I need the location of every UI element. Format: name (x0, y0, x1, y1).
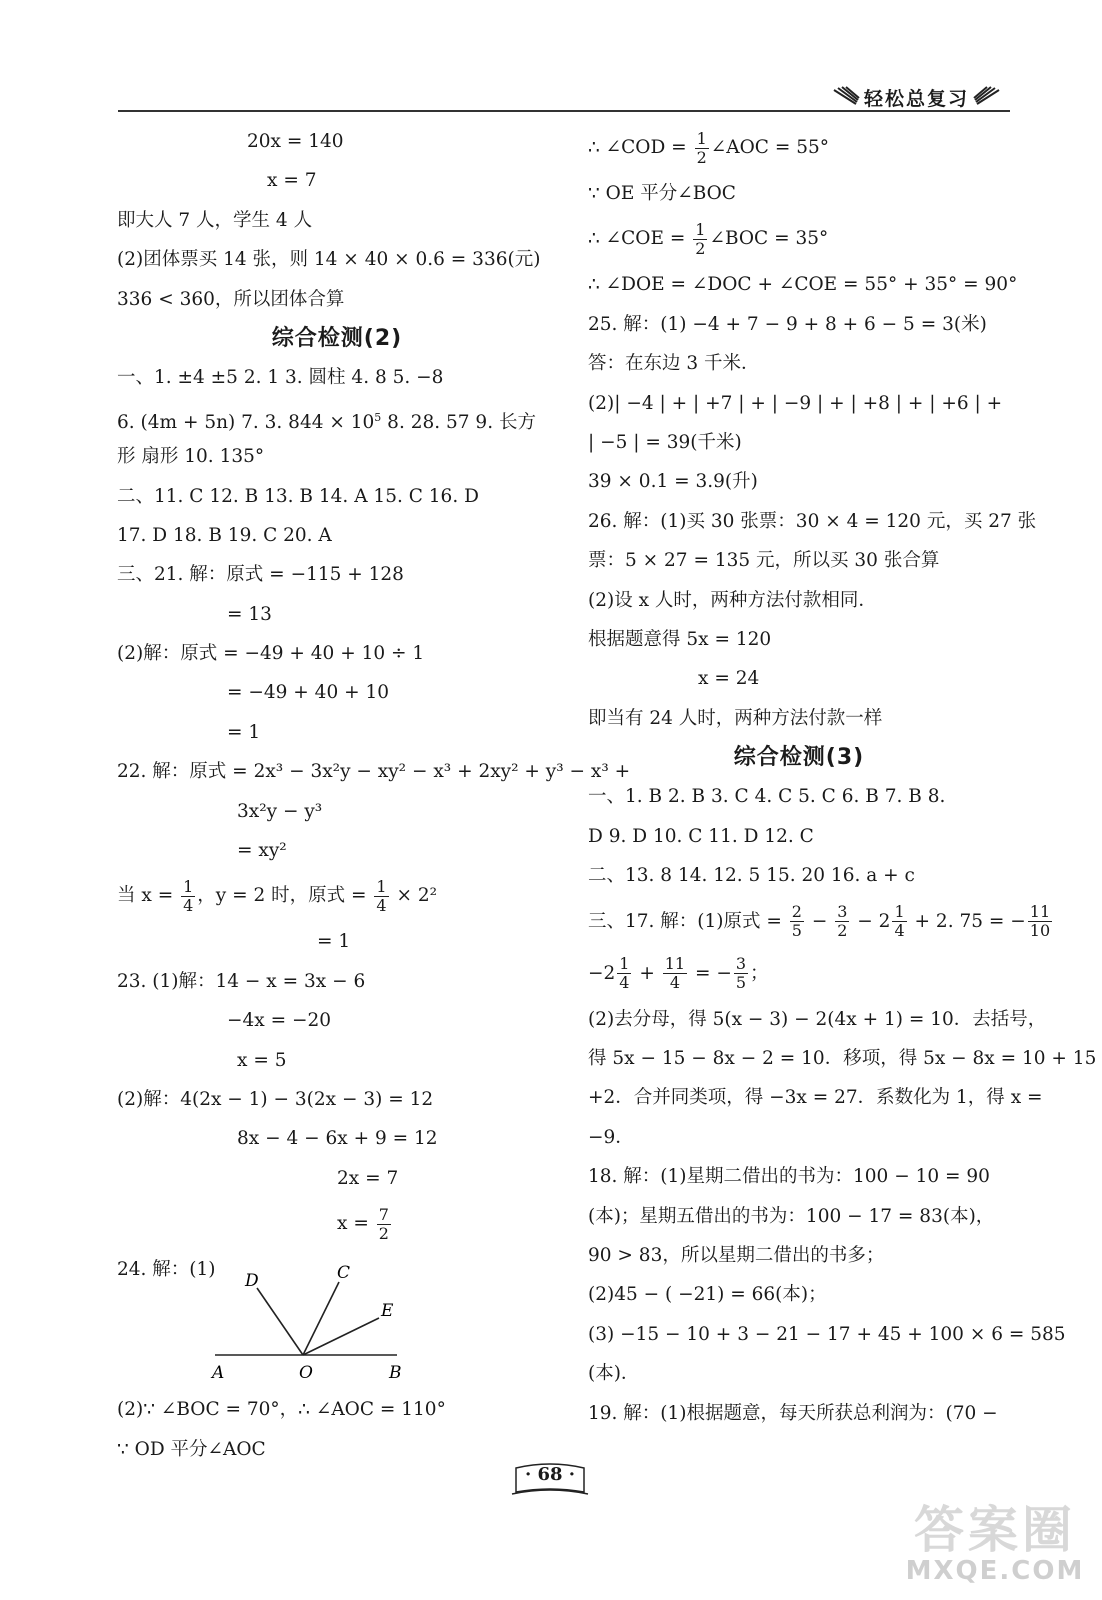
text-span: x = (337, 1213, 375, 1235)
text-span: 6. (4m + 5n) 7. 3. 844 × 10 (117, 411, 375, 433)
text-line: −4x = −20 (227, 1010, 332, 1032)
text-line: (2)设 x 人时，两种方法付款相同． (588, 589, 877, 611)
text-line: 形 扇形 10. 135° (117, 446, 265, 468)
left-column (117, 122, 631, 1469)
text-line: 根据题意得 5x = 120 (588, 628, 772, 650)
text-line (588, 948, 1010, 1000)
text-line: = 1 (317, 931, 351, 953)
text-line: (2)45 − ( −21) = 66(本)； (588, 1284, 827, 1306)
text-line: 答：在东边 3 千米． (588, 353, 760, 375)
fraction (734, 955, 748, 992)
denominator: 2 (696, 147, 707, 167)
text-line: 17. D 18. B 19. C 20. A (117, 524, 332, 546)
watermark-logo-text: 答案圈 (914, 1501, 1076, 1559)
numerator: 1 (183, 876, 194, 896)
text-line: 23. (1)解：14 − x = 3x − 6 (117, 970, 366, 992)
header-brand (832, 82, 1012, 112)
fraction (377, 1206, 391, 1243)
fraction (693, 221, 707, 258)
text-line (117, 870, 557, 922)
text-line: (2)去分母，得 5(x − 3) − 2(4x + 1) = 10．去括号， (588, 1008, 1047, 1030)
text-line: ∵ OE 平分∠BOC (588, 183, 736, 204)
text-line: 90 > 83，所以星期二借出的书多； (588, 1244, 885, 1266)
label-B: B (389, 1363, 402, 1384)
text-span: −2 (588, 962, 616, 984)
text-line: 3x²y − y³ (237, 800, 323, 822)
text-line: 39 × 0.1 = 3.9(升) (588, 471, 758, 493)
text-span: 24. 解：(1) (117, 1259, 216, 1281)
text-line: = 1 (227, 721, 261, 743)
text-line: 2x = 7 (337, 1167, 399, 1189)
page-number: · 68 · (524, 1464, 576, 1485)
text-line: 20x = 140 (247, 131, 344, 152)
text-line: 票：5 × 27 = 135 元，所以买 30 张合算 (588, 550, 940, 572)
text-line: x = 24 (698, 668, 760, 690)
text-span: ∠AOC = 55° (710, 137, 830, 158)
numerator: 1 (695, 219, 706, 239)
fraction (695, 130, 709, 167)
text-line (588, 896, 1051, 948)
fraction (790, 903, 804, 940)
text-line: 一、1. ±4 ±5 2. 1 3. 圆柱 4. 8 5. −8 (117, 367, 444, 389)
section-title-3: 综合检测(3) (733, 745, 865, 771)
text-line: 8x − 4 − 6x + 9 = 12 (237, 1128, 438, 1150)
right-column (588, 122, 1097, 1433)
text-line: 一、1. B 2. B 3. C 4. C 5. C 6. B 7. B 8. (588, 786, 946, 808)
text-line: = 13 (227, 603, 272, 625)
watermark-url: MXQE.COM (905, 1556, 1085, 1586)
text-span: ∴ ∠COE = (588, 228, 692, 250)
denominator: 2 (378, 1223, 389, 1243)
numerator: 2 (791, 902, 802, 922)
denominator: 2 (837, 921, 848, 941)
fraction (617, 955, 631, 992)
text-line: 二、11. C 12. B 13. B 14. A 15. C 16. D (117, 485, 479, 507)
denominator: 4 (619, 973, 630, 993)
text-line (117, 398, 557, 437)
left-wing-icon (832, 86, 860, 108)
fraction (892, 903, 906, 940)
text-line: (2)团体票买 14 张，则 14 × 40 × 0.6 = 336(元) (117, 249, 541, 271)
page-number-badge (510, 1460, 590, 1500)
text-line: ∵ OD 平分∠AOC (117, 1438, 266, 1460)
numerator: 3 (837, 902, 848, 922)
text-span: ∠BOC = 35° (709, 228, 829, 250)
text-line: 即大人 7 人，学生 4 人 (117, 209, 313, 231)
text-line: −9． (588, 1126, 634, 1148)
denominator: 4 (183, 895, 194, 915)
text-line: (3) −15 − 10 + 3 − 21 − 17 + 45 + 100 × 6 = 585 (588, 1323, 1066, 1345)
text-span: ，y = 2 时，原式 = (197, 885, 373, 907)
fraction (181, 878, 195, 915)
text-line: 即当有 24 人时，两种方法付款一样 (588, 707, 883, 729)
text-line: 22. 解：原式 = 2x³ − 3x²y − xy² − x³ + 2xy² + y³ − x³ + (117, 761, 631, 783)
fraction (1028, 903, 1052, 940)
text-line (588, 213, 1010, 265)
denominator: 5 (735, 973, 747, 993)
right-wing-icon (973, 86, 1001, 108)
text-line: 19. 解：(1)根据题意，每天所获总利润为：(70 − (588, 1402, 998, 1424)
text-line: (本)． (588, 1363, 640, 1385)
text-span: − 2 (851, 910, 891, 932)
text-line: ∴ ∠DOE = ∠DOC + ∠COE = 55° + 35° = 90° (588, 274, 1018, 296)
text-span: 当 x = (117, 885, 180, 907)
text-span: 三、17. 解：(1)原式 = (588, 910, 788, 932)
text-span: ∴ ∠COD = (588, 137, 693, 158)
fraction (663, 955, 687, 992)
fraction (374, 878, 388, 915)
numerator: 1 (894, 902, 905, 922)
label-E: E (381, 1301, 394, 1322)
label-C: C (337, 1263, 351, 1284)
exponent: 5 (374, 410, 382, 424)
text-line: 得 5x − 15 − 8x − 2 = 10．移项，得 5x − 8x = 10 + 15 (588, 1048, 1097, 1070)
diagram-row (117, 1250, 557, 1390)
label-A: A (212, 1363, 225, 1384)
denominator: 10 (1029, 921, 1051, 941)
text-line: x = 5 (237, 1049, 287, 1071)
text-line (588, 122, 1010, 174)
section-title-2: 综合检测(2) (271, 325, 403, 351)
denominator: 4 (669, 973, 680, 993)
fraction (835, 903, 849, 940)
numerator: 7 (378, 1204, 389, 1224)
denominator: 4 (894, 921, 905, 941)
numerator: 1 (376, 876, 387, 896)
numerator: 11 (664, 954, 686, 974)
text-line: = xy² (237, 840, 287, 862)
numerator: 1 (696, 128, 707, 148)
text-span: 8. 28. 57 9. 长方 (381, 411, 536, 433)
text-line: (本)；星期五借出的书为：100 − 17 = 83(本)， (588, 1205, 995, 1227)
text-line: +2．合并同类项，得 −3x = 27．系数化为 1，得 x = (588, 1087, 1043, 1109)
text-span: = − (689, 962, 732, 984)
denominator: 5 (791, 921, 802, 941)
label-D: D (245, 1271, 259, 1292)
text-span: × 2² (390, 885, 438, 907)
text-line: 三、21. 解：原式 = −115 + 128 (117, 564, 404, 586)
text-span: + 2. 75 = − (908, 910, 1026, 932)
text-line: | −5 | = 39(千米) (588, 431, 742, 453)
text-line: 25. 解：(1) −4 + 7 − 9 + 8 + 6 − 5 = 3(米) (588, 313, 987, 335)
text-line: = −49 + 40 + 10 (227, 682, 390, 704)
text-line: 336 < 360，所以团体合算 (117, 288, 345, 310)
text-span: + (633, 962, 661, 984)
denominator: 4 (376, 895, 387, 915)
text-span: ； (750, 962, 769, 984)
numerator: 11 (1029, 902, 1051, 922)
denominator: 2 (695, 238, 706, 258)
text-line: 18. 解：(1)星期二借出的书为：100 − 10 = 90 (588, 1166, 990, 1188)
text-line (117, 1198, 557, 1250)
text-line: (2)∵ ∠BOC = 70°，∴ ∠AOC = 110° (117, 1399, 446, 1421)
watermark (895, 1490, 1095, 1595)
text-line: (2)解：4(2x − 1) − 3(2x − 3) = 12 (117, 1088, 434, 1110)
text-line: x = 7 (267, 170, 317, 192)
numerator: 3 (735, 954, 747, 974)
text-line: (2)解：原式 = −49 + 40 + 10 ÷ 1 (117, 643, 425, 665)
text-line: (2)| −4 | + | +7 | + | −9 | + | +8 | + | +6 | + (588, 392, 1003, 414)
header-title: 轻松总复习 (864, 87, 970, 110)
text-line: 26. 解：(1)买 30 张票：30 × 4 = 120 元，买 27 张 (588, 510, 1037, 532)
text-span: − (805, 910, 834, 932)
angle-diagram (117, 1250, 417, 1390)
label-O: O (299, 1363, 313, 1384)
text-line: 二、13. 8 14. 12. 5 15. 20 16. a + c (588, 865, 915, 887)
text-line: D 9. D 10. C 11. D 12. C (588, 825, 814, 847)
numerator: 1 (619, 954, 630, 974)
